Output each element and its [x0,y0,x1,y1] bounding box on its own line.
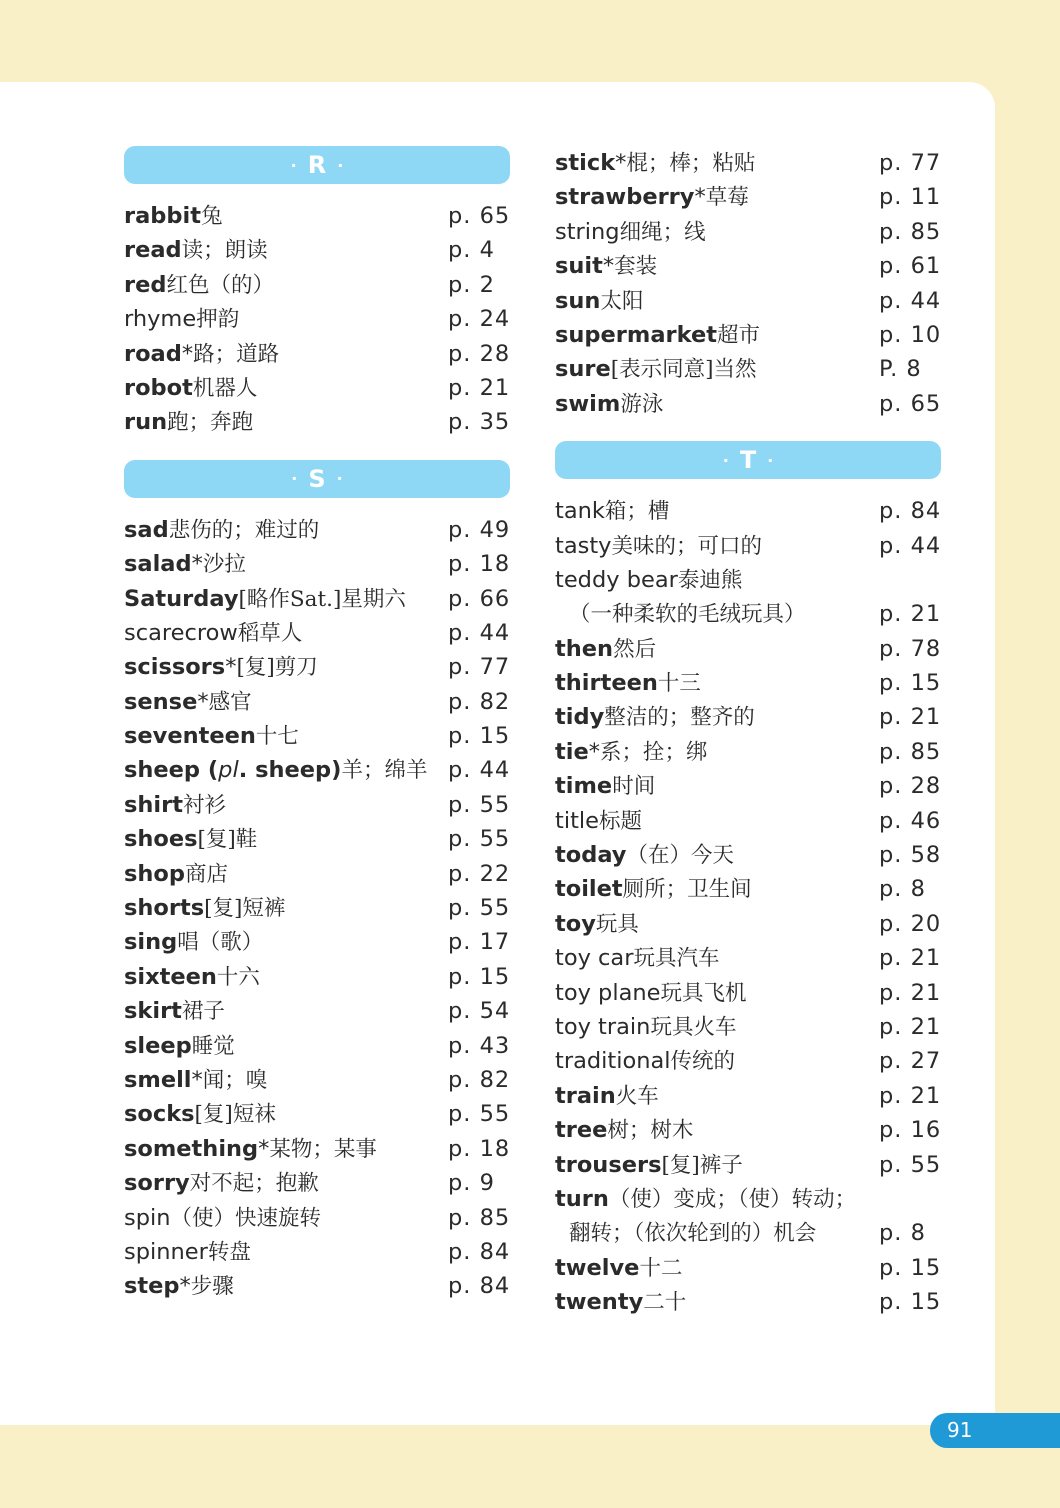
entry-word: sixteen [124,963,217,990]
entry-meaning: 商店 [184,861,228,887]
entry-word: scissors [124,654,226,681]
entry-word: sense [124,688,198,715]
entry-word: road [124,340,182,367]
glossary-entry [555,1285,941,1319]
entry-page: p. 55 [448,1101,511,1128]
entry-word: tie [555,738,589,765]
entry-meaning: 玩具火车 [650,1014,737,1040]
glossary-entry [555,529,941,563]
entry-meaning: 泰迪熊 [677,567,743,593]
plural-note: ( [200,757,219,784]
entry-word: string [555,218,620,245]
entry-page: p. 84 [448,1273,511,1300]
entry-page: p. 18 [448,1135,511,1162]
right-column [555,146,941,1320]
glossary-entry [124,1132,510,1166]
glossary-entry [555,146,941,180]
entry-word: twelve [555,1254,640,1281]
entry-page: P. 8 [879,356,922,383]
entry-word: swim [555,390,621,417]
entry-meaning: 火车 [615,1083,659,1109]
entry-page: p. 22 [448,860,511,887]
entry-word: Saturday [124,585,239,612]
star-mark: * [602,253,615,280]
entry-word: toy plane [555,979,661,1006]
glossary-entry [555,735,941,769]
entry-word: twenty [555,1289,644,1316]
entry-meaning: [复]剪刀 [236,655,318,681]
entry-word: rhyme [124,306,197,333]
entry-page: p. 21 [879,1082,942,1109]
glossary-entry [124,1235,510,1269]
entry-page: p. 55 [448,791,511,818]
entry-meaning: 感官 [208,689,252,715]
entry-page: p. 44 [448,619,511,646]
entry-page: p. 21 [879,979,942,1006]
entry-meaning: 十六 [216,964,260,990]
entry-meaning: 厕所；卫生间 [622,877,752,903]
entry-word: salad [124,551,192,578]
entry-meaning: 玩具飞机 [660,980,747,1006]
entry-word: stick [555,150,616,176]
entry-page: p. 17 [448,929,511,956]
entry-page: p. 8 [879,876,926,903]
glossary-entry [555,1079,941,1113]
entries-t [555,494,941,1319]
entry-page: p. 28 [448,340,511,367]
entry-page: p. 35 [448,409,511,436]
entry-meaning: 衬衫 [182,792,226,818]
entry-meaning: 翻转；（依次轮到的）机会 [569,1221,817,1247]
glossary-entry [555,387,941,421]
entry-meaning: [复]短袜 [194,1102,276,1128]
entry-page: p. 21 [879,601,942,628]
entry-meaning: 睡觉 [191,1033,235,1059]
section-header-r [124,146,510,184]
entry-word: trousers [555,1151,662,1178]
entry-word: skirt [124,998,182,1025]
entry-meaning: （使）快速旋转 [170,1205,322,1231]
glossary-entry [124,822,510,856]
star-mark: * [191,1066,203,1093]
glossary-entry [555,872,941,906]
glossary-entry [124,960,510,994]
glossary-entry [124,268,510,302]
entry-meaning: 超市 [716,322,760,348]
glossary-entry [555,769,941,803]
entry-page: p. 27 [879,1048,942,1075]
entry-page: p. 21 [879,945,942,972]
entry-meaning: [表示同意]当然 [610,357,757,383]
entry-word: train [555,1082,616,1109]
entry-word: read [124,237,182,264]
entry-meaning: 美味的；可口的 [611,533,762,559]
entry-word: step [124,1273,180,1300]
glossary-entry-continuation [555,1216,941,1250]
entry-page: p. 77 [448,654,511,681]
entry-meaning: （在）今天 [626,843,734,869]
dot-icon: · [290,155,297,175]
entries-r [124,199,510,440]
dot-icon: · [722,450,729,470]
entry-word: sad [124,516,169,543]
glossary-entry [124,1063,510,1097]
star-mark: * [588,738,600,765]
section-header-t [555,441,941,479]
entry-page: p. 55 [448,895,511,922]
entry-page: p. 44 [879,287,942,314]
entry-page: p. 61 [879,253,942,280]
entry-word: tidy [555,704,605,731]
entry-meaning: 对不起；抱歉 [189,1171,319,1197]
entry-page: p. 44 [448,757,511,784]
entry-meaning: [复]短裤 [204,896,286,922]
entry-page: p. 54 [448,998,511,1025]
glossary-entry [124,857,510,891]
entry-page: p. 82 [448,688,511,715]
entry-page: p. 15 [879,1254,942,1281]
entry-page: p. 21 [879,704,942,731]
star-mark: * [694,184,706,211]
entry-word: title [555,807,599,834]
dot-icon: · [336,469,343,489]
glossary-entry [555,249,941,283]
entry-meaning: （使）变成；（使）转动； [608,1186,857,1212]
entry-page: p. 15 [448,723,511,750]
entry-meaning: 细绳；线 [619,219,706,245]
glossary-entry [555,1044,941,1078]
section-letter: T [739,446,757,475]
glossary-entry [124,788,510,822]
entry-meaning: （一种柔软的毛绒玩具） [569,602,806,628]
entry-meaning: 闻；嗅 [202,1067,268,1093]
glossary-entry [124,1269,510,1303]
entry-page: p. 15 [879,670,942,697]
entry-word: teddy bear [555,566,678,593]
star-mark: * [179,1273,191,1300]
entry-page: p. 46 [879,807,942,834]
entries-s-part2 [555,146,941,421]
entry-meaning: 机器人 [192,375,258,401]
glossary-entry [124,994,510,1028]
entry-word: shorts [124,895,205,922]
glossary-entry [555,804,941,838]
dot-icon: · [337,155,344,175]
entry-word: tank [555,498,605,525]
entry-page: p. 24 [448,306,511,333]
entry-word: socks [124,1101,195,1128]
glossary-entry [124,891,510,925]
glossary-entry [124,371,510,405]
glossary-entry [555,976,941,1010]
left-column [124,146,510,1304]
entry-page: p. 15 [448,963,511,990]
entry-page: p. 20 [879,910,942,937]
glossary-entry [124,650,510,684]
glossary-entry [555,666,941,700]
entry-word: tasty [555,532,612,559]
entry-word: today [555,842,627,869]
entry-word: shoes [124,826,198,853]
glossary-entry [124,337,510,371]
page-number: 91 [930,1413,1060,1448]
glossary-entry [124,547,510,581]
entry-meaning: 箱；槽 [604,499,670,525]
entry-meaning: 唱（歌） [177,930,264,956]
entry-meaning: 读；朗读 [181,238,268,264]
entry-page: p. 55 [879,1151,942,1178]
entry-page: p. 4 [448,237,495,264]
entry-word: sun [555,287,601,314]
entry-page: p. 18 [448,551,511,578]
entry-word: time [555,773,613,800]
entry-meaning: 整洁的；整齐的 [604,705,755,731]
glossary-entry [124,582,510,616]
entry-word: turn [555,1185,609,1212]
glossary-entry [555,1113,941,1147]
entry-meaning: 太阳 [600,288,644,314]
entry-page: p. 77 [879,150,942,176]
glossary-entry [555,284,941,318]
glossary-entry [124,302,510,336]
plural-note: pl [218,757,239,784]
entry-page: p. 21 [879,1013,942,1040]
section-letter: S [308,464,326,493]
entry-meaning: 稻草人 [237,620,303,646]
glossary-entry [124,1201,510,1235]
glossary-entry [555,180,941,214]
glossary-entry [555,215,941,249]
entry-page: p. 66 [448,585,511,612]
entry-meaning: 沙拉 [202,552,246,578]
entry-word: tree [555,1117,608,1144]
entry-word: red [124,271,167,298]
glossary-entry [124,1166,510,1200]
entry-word: seventeen [124,723,256,750]
entry-page: p. 44 [879,532,942,559]
entry-page: p. 9 [448,1170,495,1197]
entry-meaning: 步骤 [190,1274,234,1300]
entry-meaning: 标题 [599,808,643,834]
glossary-entry [555,700,941,734]
glossary-entry [555,352,941,386]
entry-page: p. 84 [448,1238,511,1265]
entry-word: scarecrow [124,619,238,646]
entry-word: run [124,409,168,436]
entry-page: p. 16 [879,1117,942,1144]
entry-page: p. 28 [879,773,942,800]
entry-word: something [124,1135,259,1162]
entry-meaning: 然后 [613,636,657,662]
entry-meaning: 十七 [255,724,299,750]
glossary-entry [124,513,510,547]
glossary-entry [124,616,510,650]
entry-meaning: 二十 [643,1290,687,1316]
entry-word: sing [124,929,178,956]
section-header-s [124,460,510,498]
entry-meaning: 系；拴；绑 [599,739,708,765]
glossary-entry [555,907,941,941]
entry-meaning: 红色（的） [166,272,274,298]
entry-meaning: 游泳 [620,391,664,417]
entry-page: p. 85 [448,1204,511,1231]
entry-page: p. 15 [879,1289,942,1316]
entry-page: p. 8 [879,1220,926,1247]
entry-page: p. 85 [879,218,942,245]
glossary-entry [124,1029,510,1063]
entry-meaning: 树；树木 [607,1118,694,1144]
entry-meaning: 某物；某事 [269,1136,377,1162]
glossary-entry [555,1148,941,1182]
glossary-entry [124,1097,510,1131]
entry-meaning: 十三 [657,671,701,697]
glossary-entry [124,199,510,233]
entry-meaning: 玩具 [595,911,639,937]
glossary-entry [124,233,510,267]
entry-page: p. 65 [879,390,942,417]
section-letter: R [307,151,327,179]
entry-word: sorry [124,1170,190,1197]
star-mark: * [258,1135,270,1162]
entries-s-part1 [124,513,510,1304]
glossary-entry [555,563,941,597]
entry-page: p. 10 [879,321,942,348]
entry-word: sleep [124,1032,192,1059]
entry-meaning: [复]裤子 [661,1152,743,1178]
dot-icon: · [291,469,298,489]
star-mark: * [615,150,627,176]
entry-word: thirteen [555,670,658,697]
entry-word: strawberry [555,184,695,211]
entry-meaning: [复]鞋 [197,827,258,853]
glossary-entry [555,1182,941,1216]
glossary-entry [124,753,510,787]
entry-word: supermarket [555,321,717,348]
entry-meaning: 转盘 [207,1239,251,1265]
entry-word: toy train [555,1013,651,1040]
entry-meaning: [略作Sat.]星期六 [238,586,406,612]
entry-meaning: 玩具汽车 [633,946,720,972]
entry-word: traditional [555,1048,671,1075]
entry-word: toy car [555,945,634,972]
entry-word: then [555,635,614,662]
entry-meaning: 兔 [200,204,223,229]
entry-word: sheep [124,757,201,784]
entry-meaning: 十二 [639,1255,683,1281]
glossary-entry [555,838,941,872]
entry-word: toilet [555,876,623,903]
glossary-entry [555,1251,941,1285]
entry-page: p. 58 [879,842,942,869]
glossary-entry [555,494,941,528]
plural-note: ) [331,757,342,784]
entry-word: spin [124,1204,171,1231]
glossary-entry [555,1010,941,1044]
entry-meaning: 草莓 [705,185,749,211]
glossary-entry [124,405,510,439]
entry-page: p. 85 [879,738,942,765]
glossary-entry [555,632,941,666]
entry-meaning: 传统的 [670,1049,736,1075]
entry-word: robot [124,374,193,401]
star-mark: * [191,551,203,578]
plural-note: . sheep [238,757,332,784]
entry-page: p. 21 [448,374,511,401]
entry-page: p. 78 [879,635,942,662]
entry-meaning: 棍；棒；粘贴 [626,151,756,176]
glossary-entry [124,925,510,959]
entry-meaning: 路；道路 [193,341,280,367]
glossary-entry-continuation [555,597,941,631]
glossary-entry [124,719,510,753]
glossary-entry [555,318,941,352]
entry-word: spinner [124,1238,208,1265]
entry-word: shirt [124,791,183,818]
entry-word: suit [555,253,603,280]
entry-page: p. 55 [448,826,511,853]
entry-word: rabbit [124,203,201,229]
entry-meaning: 押韵 [196,307,240,333]
entry-meaning: 时间 [612,774,656,800]
entry-page: p. 84 [879,498,942,525]
entry-word: sure [555,356,611,383]
glossary-entry [124,685,510,719]
entry-page: p. 65 [448,203,511,229]
glossary-entry [555,941,941,975]
entry-meaning: 悲伤的；难过的 [168,517,320,543]
entry-meaning: 跑；奔跑 [167,410,254,436]
entry-page: p. 49 [448,516,511,543]
entry-word: shop [124,860,185,887]
entry-meaning: 裙子 [181,999,225,1025]
star-mark: * [181,340,194,367]
entry-word: toy [555,910,596,937]
entry-meaning: 套装 [614,254,658,280]
entry-word: smell [124,1066,192,1093]
entry-page: p. 2 [448,271,495,298]
star-mark: * [225,654,237,681]
entry-page: p. 43 [448,1032,511,1059]
star-mark: * [197,688,209,715]
entry-page: p. 82 [448,1066,511,1093]
entry-meaning: 羊；绵羊 [341,758,428,784]
dot-icon: · [767,450,774,470]
entry-page: p. 11 [879,184,942,211]
